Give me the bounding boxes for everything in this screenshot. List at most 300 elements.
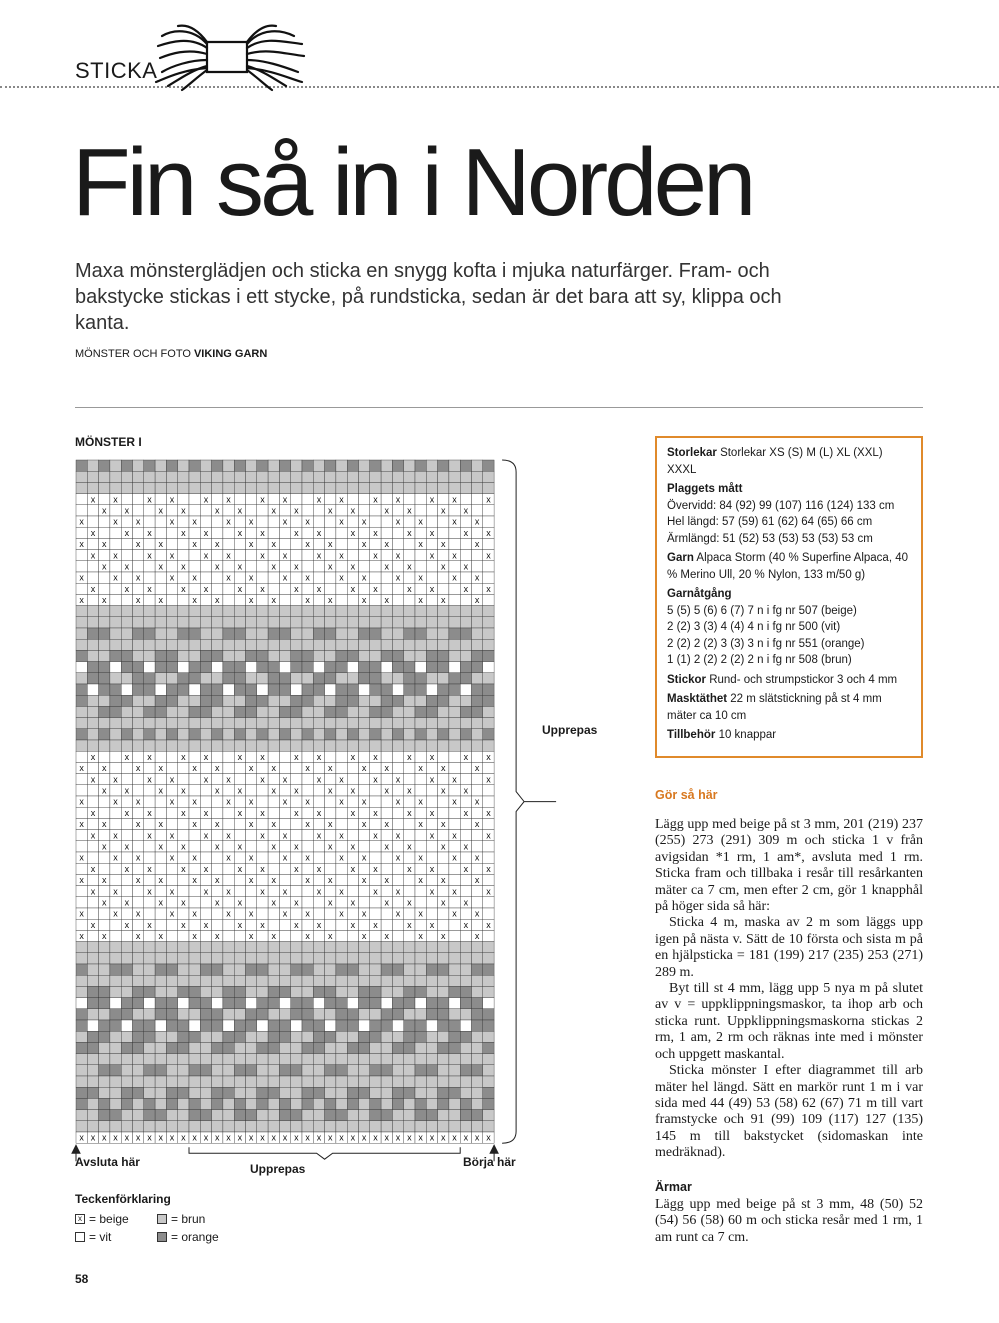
chart-cell [404, 986, 415, 997]
chart-cell [234, 1042, 245, 1053]
chart-cell [347, 718, 358, 729]
chart-cell [415, 706, 426, 717]
chart-cell [166, 617, 177, 628]
chart-cell-mark: x [429, 886, 435, 897]
chart-cell-mark: x [215, 561, 220, 572]
chart-cell [133, 785, 144, 796]
chart-cell-mark: x [384, 561, 389, 572]
chart-cell [223, 874, 234, 885]
chart-cell [178, 617, 189, 628]
chart-cell [347, 1009, 358, 1020]
chart-cell [381, 807, 392, 818]
chart-cell [200, 1042, 211, 1053]
chart-cell [392, 706, 403, 717]
chart-cell [268, 729, 279, 740]
chart-cell-mark: x [328, 785, 333, 796]
chart-cell [426, 718, 437, 729]
chart-cell [359, 863, 370, 874]
chart-cell [415, 617, 426, 628]
chart-cell-mark: x [90, 583, 96, 594]
chart-cell [460, 662, 471, 673]
chart-cell-mark: x [79, 796, 84, 807]
chart-cell [370, 785, 381, 796]
chart-cell-mark: x [181, 919, 186, 930]
chart-cell-mark: x [226, 1132, 231, 1143]
chart-cell [257, 1042, 268, 1053]
chart-cell [347, 1031, 358, 1042]
chart-cell [347, 1098, 358, 1109]
chart-cell [200, 639, 211, 650]
chart-cell [87, 538, 98, 549]
chart-cell [392, 639, 403, 650]
byline-name: VIKING GARN [193, 348, 268, 360]
legend-brun [157, 1212, 205, 1226]
chart-cell-mark: x [135, 763, 141, 774]
chart-cell [370, 650, 381, 661]
chart-cell-mark: x [452, 796, 457, 807]
chart-cell [313, 998, 324, 1009]
chart-cell [155, 617, 166, 628]
chart-cell [121, 740, 132, 751]
chart-cell [483, 1042, 494, 1053]
chart-cell-mark: x [282, 796, 288, 807]
chart-cell [279, 897, 290, 908]
chart-cell [438, 751, 449, 762]
chart-cell-mark: x [237, 919, 243, 930]
chart-cell [404, 1121, 415, 1132]
chart-cell [133, 942, 144, 953]
chart-cell-mark: x [316, 550, 322, 561]
chart-cell [325, 964, 336, 975]
chart-cell [257, 1076, 268, 1087]
chart-cell [246, 628, 257, 639]
chart-cell [347, 695, 358, 706]
chart-cell [99, 516, 110, 527]
chart-cell-mark: x [226, 550, 231, 561]
chart-cell-mark: x [215, 763, 220, 774]
chart-cell-mark: x [350, 785, 356, 796]
chart-cell-mark: x [260, 863, 265, 874]
legend-label: = beige [89, 1212, 129, 1226]
chart-cell [359, 527, 370, 538]
chart-cell [325, 1076, 336, 1087]
chart-cell [76, 1076, 87, 1087]
chart-cell-mark: x [463, 583, 469, 594]
chart-cell-mark: x [463, 807, 469, 818]
chart-cell [166, 863, 177, 874]
chart-cell [336, 1054, 347, 1065]
chart-cell-mark: x [339, 550, 344, 561]
chart-cell [279, 650, 290, 661]
chart-cell-mark: x [418, 595, 423, 606]
chart-cell-mark: x [294, 785, 299, 796]
chart-cell-mark: x [135, 595, 141, 606]
chart-cell [472, 729, 483, 740]
chart-cell-mark: x [237, 841, 243, 852]
chart-cell [234, 662, 245, 673]
chart-cell [415, 695, 426, 706]
chart-cell-mark: x [407, 1132, 412, 1143]
chart-cell [472, 830, 483, 841]
chart-cell-mark: x [395, 1132, 401, 1143]
chart-cell-mark: x [463, 841, 469, 852]
chart-cell [415, 986, 426, 997]
chart-cell [257, 953, 268, 964]
chart-cell [99, 695, 110, 706]
chart-cell [460, 572, 471, 583]
chart-cell [438, 706, 449, 717]
chart-cell [449, 561, 460, 572]
chart-cell-mark: x [350, 583, 356, 594]
chart-cell [426, 516, 437, 527]
chart-cell [246, 740, 257, 751]
chart-cell [234, 572, 245, 583]
chart-cell [110, 729, 121, 740]
chart-cell [121, 1020, 132, 1031]
chart-cell [404, 1098, 415, 1109]
chart-cell [166, 1054, 177, 1065]
chart-cell [279, 673, 290, 684]
chart-cell [279, 471, 290, 482]
chart-cell [155, 650, 166, 661]
chart-cell [268, 796, 279, 807]
chart-cell [370, 930, 381, 941]
chart-cell [325, 718, 336, 729]
chart-cell [460, 1042, 471, 1053]
chart-cell-mark: x [441, 763, 446, 774]
chart-cell-mark: x [452, 852, 457, 863]
chart-cell [76, 695, 87, 706]
chart-cell [246, 706, 257, 717]
chart-cell [178, 942, 189, 953]
chart-cell [359, 774, 370, 785]
chart-cell-mark: x [418, 908, 423, 919]
chart-cell [313, 471, 324, 482]
chart-cell [370, 1020, 381, 1031]
chart-cell [268, 516, 279, 527]
chart-cell [246, 471, 257, 482]
chart-cell [392, 650, 403, 661]
chart-cell [279, 785, 290, 796]
chart-cell [460, 1121, 471, 1132]
chart-cell [121, 953, 132, 964]
chart-cell [155, 919, 166, 930]
chart-cell-mark: x [260, 886, 265, 897]
chart-cell [449, 841, 460, 852]
chart-cell [438, 1076, 449, 1087]
chart-cell [359, 695, 370, 706]
chart-cell-mark: x [316, 774, 322, 785]
chart-cell [449, 471, 460, 482]
chart-cell [279, 762, 290, 773]
chart-cell [189, 650, 200, 661]
chart-cell [133, 751, 144, 762]
chart-cell [279, 561, 290, 572]
chart-cell-mark: x [169, 516, 175, 527]
chart-cell [392, 998, 403, 1009]
chart-cell [99, 1087, 110, 1098]
chart-cell [438, 516, 449, 527]
chart-cell [212, 796, 223, 807]
chart-cell [189, 1110, 200, 1121]
chart-cell [370, 908, 381, 919]
chart-cell [302, 460, 313, 471]
chart-cell [359, 986, 370, 997]
chart-cell [87, 818, 98, 829]
info-needles [667, 672, 911, 689]
chart-cell [472, 897, 483, 908]
chart-cell [87, 1054, 98, 1065]
chart-cell [144, 460, 155, 471]
chart-cell-mark: x [441, 539, 446, 550]
chart-cell [279, 606, 290, 617]
chart-cell-mark: x [192, 931, 197, 942]
chart-cell [133, 886, 144, 897]
chart-cell [415, 1121, 426, 1132]
chart-cell [166, 1042, 177, 1053]
chart-cell-mark: x [429, 830, 435, 841]
chart-cell [212, 1031, 223, 1042]
chart-cell [223, 583, 234, 594]
chart-cell [234, 1087, 245, 1098]
info-measures-label [667, 481, 911, 498]
chart-cell [144, 516, 155, 527]
chart-cell [246, 841, 257, 852]
chart-cell [87, 572, 98, 583]
chart-cell [87, 1065, 98, 1076]
chart-cell [279, 1076, 290, 1087]
chart-cell [133, 1110, 144, 1121]
chart-cell [460, 606, 471, 617]
chart-cell [223, 1121, 234, 1132]
chart-cell [449, 527, 460, 538]
chart-cell-mark: x [135, 819, 141, 830]
chart-cell [200, 594, 211, 605]
chart-cell [359, 505, 370, 516]
chart-cell-mark: x [79, 539, 84, 550]
chart-cell [178, 628, 189, 639]
chart-cell [347, 830, 358, 841]
chart-cell [155, 718, 166, 729]
info-value: 22 m slätstickning på st 4 mm mäter ca 10 cm [667, 693, 882, 722]
chart-cell-mark: x [169, 908, 175, 919]
chart-cell [438, 729, 449, 740]
legend-title: Teckenförklaring [75, 1192, 171, 1206]
chart-cell [325, 1110, 336, 1121]
chart-cell [370, 874, 381, 885]
chart-cell [155, 572, 166, 583]
chart-cell [166, 874, 177, 885]
chart-cell [110, 818, 121, 829]
chart-cell [189, 639, 200, 650]
chart-cell-mark: x [429, 527, 435, 538]
chart-cell [415, 718, 426, 729]
chart-cell [200, 684, 211, 695]
chart-cell [212, 953, 223, 964]
chart-cell-mark: x [350, 807, 356, 818]
chart-cell [133, 774, 144, 785]
chart-cell [404, 818, 415, 829]
chart-cell [200, 1020, 211, 1031]
chart-cell [460, 964, 471, 975]
chart-cell [370, 729, 381, 740]
chart-cell [87, 505, 98, 516]
chart-cell [370, 1042, 381, 1053]
chart-cell [359, 975, 370, 986]
chart-cell [178, 852, 189, 863]
chart-cell-mark: x [203, 919, 209, 930]
chart-cell [336, 684, 347, 695]
chart-cell [121, 516, 132, 527]
chart-cell-mark: x [79, 875, 84, 886]
chart-cell-mark: x [90, 886, 96, 897]
chart-cell-mark: x [328, 505, 333, 516]
chart-cell [268, 852, 279, 863]
chart-cell [325, 1042, 336, 1053]
chart-cell-mark: x [248, 852, 254, 863]
chart-cell [234, 1076, 245, 1087]
chart-cell [99, 673, 110, 684]
chart-cell [460, 1009, 471, 1020]
chart-cell [178, 1065, 189, 1076]
chart-cell [472, 662, 483, 673]
chart-cell [449, 505, 460, 516]
chart-cell [381, 796, 392, 807]
chart-cell-mark: x [237, 505, 243, 516]
chart-cell [438, 617, 449, 628]
end-label: Avsluta här [75, 1155, 140, 1169]
chart-cell [178, 1098, 189, 1109]
chart-cell [76, 482, 87, 493]
chart-cell [257, 673, 268, 684]
chart-cell [449, 706, 460, 717]
chart-cell [359, 617, 370, 628]
chart-cell [336, 1020, 347, 1031]
chart-cell [155, 516, 166, 527]
chart-cell [200, 852, 211, 863]
chart-cell [76, 1110, 87, 1121]
chart-cell [426, 650, 437, 661]
chart-cell-mark: x [486, 527, 491, 538]
info-box [655, 436, 923, 758]
page-number: 58 [75, 1272, 89, 1286]
chart-cell [121, 1065, 132, 1076]
instructions-paragraph: Lägg upp med beige på st 3 mm, 201 (219) 237 (255) 273 (291) 309 m och sticka 1 v från avigsidan *1 rm, 1 am*, avsluta med 1 rm. Sticka fram och tillbaka i resår till resårkanten mäter ca 7 cm, men efter 2 cm, gör 1 knapphål på höger sida så här: [655, 817, 923, 915]
chart-cell [438, 718, 449, 729]
chart-cell [246, 1042, 257, 1053]
chart-cell [279, 460, 290, 471]
chart-cell [347, 471, 358, 482]
chart-cell [449, 986, 460, 997]
chart-cell [460, 830, 471, 841]
chart-cell [110, 1031, 121, 1042]
chart-cell [483, 729, 494, 740]
chart-cell-mark: x [486, 583, 491, 594]
chart-cell-mark: x [215, 1132, 220, 1143]
chart-cell [370, 998, 381, 1009]
info-measure-3: Ärmlängd: 51 (52) 53 (53) 53 (53) 53 cm [667, 532, 873, 545]
chart-cell-mark: x [486, 494, 491, 505]
chart-cell [121, 1121, 132, 1132]
chart-cell [223, 1087, 234, 1098]
chart-cell [313, 594, 324, 605]
chart-cell [483, 594, 494, 605]
chart-cell-mark: x [339, 796, 344, 807]
chart-cell [76, 673, 87, 684]
instructions-paragraph: Byt till st 4 mm, lägg upp 5 nya m på slutet av v = uppklippningsmaskor, ta ihop arb och sticka runt. Uppklippningsmaskorna stickas 2 rm, 1 am, 2 rm och räknas inte med i mönster och uppgett maskantal. [655, 981, 923, 1062]
chart-cell [415, 953, 426, 964]
chart-cell [257, 460, 268, 471]
chart-cell [257, 1065, 268, 1076]
chart-cell [110, 482, 121, 493]
chart-cell [415, 729, 426, 740]
chart-cell [234, 494, 245, 505]
chart-cell [370, 471, 381, 482]
chart-cell [189, 1009, 200, 1020]
chart-cell [200, 1054, 211, 1065]
chart-cell [223, 594, 234, 605]
chart-cell [144, 572, 155, 583]
chart-cell-mark: x [316, 1132, 322, 1143]
chart-cell [336, 583, 347, 594]
chart-cell [449, 751, 460, 762]
chart-cell [178, 774, 189, 785]
chart-cell-mark: x [271, 1132, 276, 1143]
chart-cell [438, 460, 449, 471]
chart-cell [472, 1042, 483, 1053]
chart-cell [178, 908, 189, 919]
chart-cell [279, 1031, 290, 1042]
chart-cell [76, 942, 87, 953]
chart-cell [121, 886, 132, 897]
chart-cell [189, 897, 200, 908]
chart-cell [110, 919, 121, 930]
chart-cell [347, 953, 358, 964]
chart-cell [460, 516, 471, 527]
chart-cell [189, 561, 200, 572]
chart-cell [155, 550, 166, 561]
chart-cell-mark: x [90, 774, 96, 785]
chart-cell [76, 650, 87, 661]
chart-cell [155, 606, 166, 617]
chart-cell [404, 830, 415, 841]
chart-cell [223, 1054, 234, 1065]
chart-cell [110, 650, 121, 661]
chart-cell [426, 538, 437, 549]
chart-cell [347, 650, 358, 661]
chart-cell [336, 617, 347, 628]
chart-cell [381, 527, 392, 538]
chart-cell [291, 908, 302, 919]
chart-cell [234, 650, 245, 661]
chart-cell [325, 886, 336, 897]
chart-cell-mark: x [441, 1132, 446, 1143]
chart-cell-mark: x [305, 875, 310, 886]
chart-cell-mark: x [294, 505, 299, 516]
chart-cell [189, 751, 200, 762]
info-value: Alpaca Storm (40 % Superfine Alpaca, 40 % Merino Ull, 20 % Nylon, 133 m/50 g) [667, 552, 908, 581]
chart-cell [133, 482, 144, 493]
chart-cell [257, 740, 268, 751]
chart-cell [415, 550, 426, 561]
chart-cell [449, 975, 460, 986]
chart-cell-mark: x [452, 1132, 457, 1143]
chart-cell [347, 1065, 358, 1076]
chart-cell [438, 1054, 449, 1065]
info-label: Plaggets mått [667, 483, 743, 495]
chart-cell [291, 964, 302, 975]
chart-cell [325, 527, 336, 538]
